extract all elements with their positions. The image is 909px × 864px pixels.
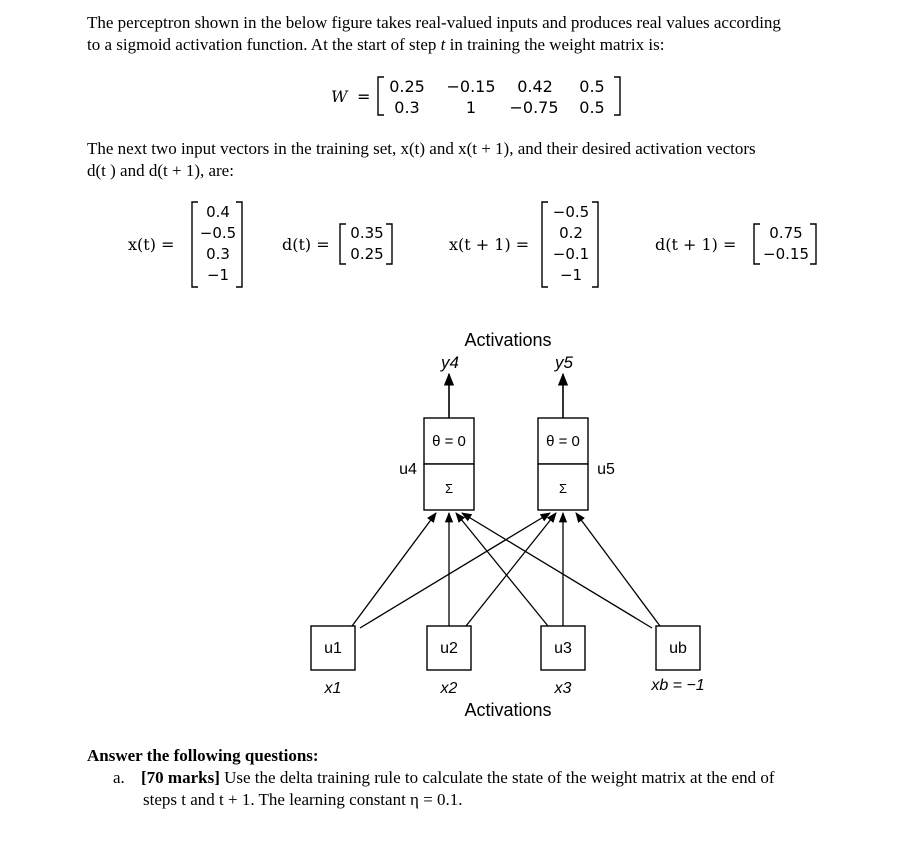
- vector-xt-value: −1: [206, 266, 230, 284]
- neuron-u4-sigma: Σ: [444, 481, 454, 496]
- input-unit-ub-label: ub: [669, 640, 687, 657]
- vector-dt-value: 0.25: [350, 245, 384, 263]
- weight-cell: 0.5: [579, 98, 605, 117]
- inputs-line-1: The next two input vectors in the training set, x(t) and x(t + 1), and their desired activation vectors: [87, 139, 756, 158]
- neuron-u4-label: u4: [399, 461, 417, 478]
- question-a-marks: [70 marks]: [141, 768, 220, 787]
- questions-heading: Answer the following questions:: [87, 746, 319, 765]
- vector-xt1-label: x(t + 1) =: [449, 235, 530, 254]
- vector-xt1-value: −0.1: [552, 245, 590, 263]
- output-y4-label: y4: [441, 353, 459, 372]
- edge-u2-u5: [466, 513, 556, 626]
- inputs-line-2: d(t ) and d(t + 1), are:: [87, 161, 234, 180]
- weight-cell: 0.42: [517, 77, 553, 96]
- vector-dt-value: 0.35: [350, 224, 384, 242]
- neuron-u5-theta: θ = 0: [546, 433, 580, 450]
- vector-xt-label: x(t) =: [128, 235, 175, 254]
- weight-cell: 0.3: [394, 98, 420, 117]
- input-unit-u3-label: u3: [554, 640, 572, 657]
- neuron-u5-sigma: Σ: [558, 481, 568, 496]
- output-y5-label: y5: [555, 353, 573, 372]
- weight-cell: −0.15: [446, 77, 496, 96]
- intro-line-2-prefix: to a sigmoid activation function. At the start of step: [87, 35, 441, 54]
- weight-cell: 0.5: [579, 77, 605, 96]
- vector-dt-label: d(t) =: [282, 235, 330, 254]
- input-xb-label: xb = −1: [651, 677, 705, 694]
- weight-matrix-label: W: [331, 87, 348, 106]
- edge-u1-u4: [352, 513, 436, 626]
- bottom-activations-title: Activations: [464, 700, 552, 720]
- vector-xt1-value: −1: [559, 266, 583, 284]
- vector-xt-value: −0.5: [199, 224, 237, 242]
- edge-ub-u4: [462, 513, 652, 628]
- neuron-u5-label: u5: [597, 461, 615, 478]
- vector-xt1-value: −0.5: [552, 203, 590, 221]
- input-x2-label: x2: [440, 680, 458, 697]
- neuron-u4-theta: θ = 0: [432, 433, 466, 450]
- vector-dt1-value: −0.15: [763, 245, 809, 263]
- vector-dt1-label: d(t + 1) =: [655, 235, 737, 254]
- edge-u3-u4: [456, 513, 548, 626]
- weight-matrix-eq: =: [357, 87, 371, 106]
- input-x1-label: x1: [324, 680, 342, 697]
- intro-line-1: The perceptron shown in the below figure takes real-valued inputs and produces real values according: [87, 13, 781, 32]
- vector-xt-value: 0.3: [206, 245, 230, 263]
- intro-step-var: t: [440, 35, 446, 54]
- question-a-text-1: Use the delta training rule to calculate the state of the weight matrix at the end of: [219, 768, 775, 787]
- input-unit-u2-label: u2: [440, 640, 458, 657]
- question-a-text-2: steps t and t + 1. The learning constant η = 0.1.: [143, 790, 463, 809]
- vector-dt1-value: 0.75: [769, 224, 803, 242]
- intro-line-2-suffix: in training the weight matrix is:: [445, 35, 665, 54]
- question-a: [113, 767, 873, 811]
- edge-ub-u5: [576, 513, 660, 626]
- input-x3-label: x3: [554, 680, 572, 697]
- input-unit-u1-label: u1: [324, 640, 342, 657]
- top-activations-title: Activations: [464, 330, 552, 350]
- weight-cell: 1: [465, 98, 477, 117]
- edge-u1-u5: [360, 513, 550, 628]
- weight-cell: 0.25: [389, 77, 425, 96]
- vector-xt1-value: 0.2: [559, 224, 583, 242]
- weight-cell: −0.75: [509, 98, 559, 117]
- question-a-label: a.: [113, 768, 125, 787]
- vector-xt-value: 0.4: [206, 203, 230, 221]
